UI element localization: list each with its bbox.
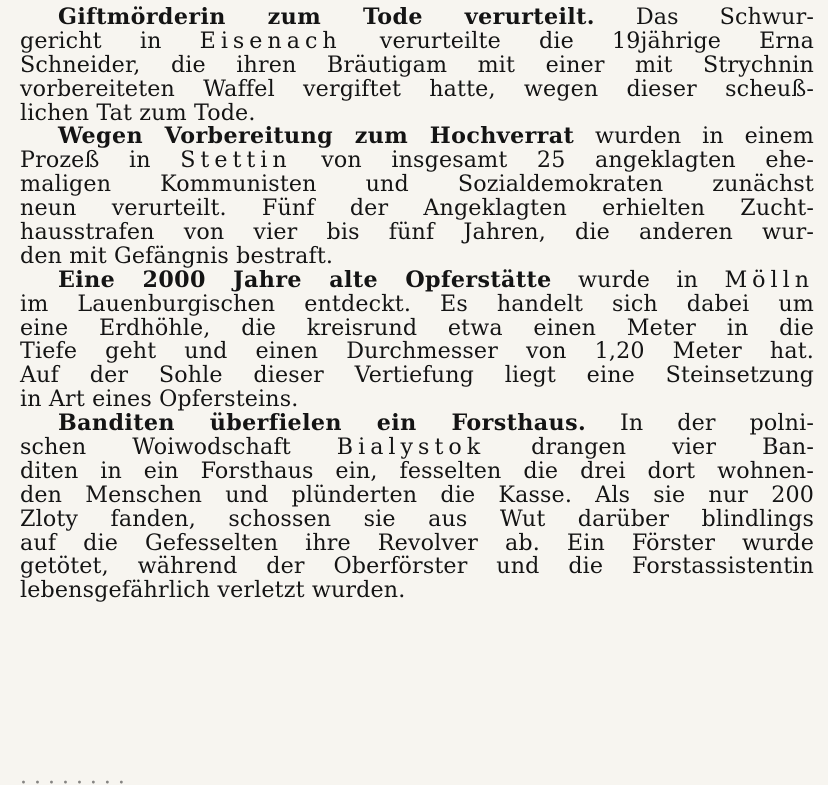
article-line [20, 436, 814, 460]
article-line [20, 555, 814, 579]
article-text: wurde in [551, 266, 725, 293]
article-first-line [20, 6, 814, 30]
article-text: getötet, während der Oberförster und die Forstassistentin [20, 553, 814, 580]
news-article [20, 266, 814, 413]
place-name: Mölln [724, 266, 814, 293]
article-line [20, 290, 814, 317]
article-line [20, 388, 814, 412]
article-line [20, 529, 814, 556]
article-text: Prozeß in [20, 147, 181, 174]
article-text: auf die Gefesselten ihre Revolver ab. Ein Förster wurde [20, 529, 814, 556]
article-line [20, 340, 814, 364]
article-line [20, 314, 814, 341]
news-article [20, 412, 814, 603]
article-first-line [20, 266, 814, 293]
article-text: gericht in [20, 27, 200, 54]
article-text: von insgesamt 25 angeklagten ehe- [291, 147, 814, 174]
place-name: Eisenach [199, 27, 342, 54]
article-text: im Lauenburgischen entdeckt. Es handelt sich dabei um [20, 290, 814, 317]
article-text: lichen Tat zum Tode. [20, 99, 256, 126]
article-text: hausstrafen von vier bis fünf Jahren, die anderen wur- [20, 219, 814, 246]
article-headline: Giftmörderin zum Tode verurteilt. [58, 4, 595, 30]
article-line [20, 457, 814, 484]
article-text: neun verurteilt. Fünf der Angeklagten erhielten Zucht- [20, 195, 814, 222]
article-line [20, 173, 814, 197]
article-first-line [20, 412, 814, 436]
article-column [20, 6, 814, 603]
article-text: Auf der Sohle dieser Vertiefung liegt eine Steinsetzung [20, 362, 814, 389]
article-text: Das Schwur- [594, 4, 814, 30]
article-line [20, 505, 814, 532]
article-headline: Eine 2000 Jahre alte Opferstätte [58, 266, 552, 293]
article-line [20, 149, 814, 173]
article-line [20, 99, 814, 126]
place-name: Stettin [180, 147, 292, 174]
article-text: eine Erdhöhle, die kreisrund etwa einen Meter in die [20, 314, 814, 341]
article-line [20, 75, 814, 102]
article-text: wurden in einem [574, 123, 815, 150]
article-text: in Art eines Opfersteins. [20, 386, 299, 413]
news-article [20, 6, 814, 125]
article-text: drangen vier Ban- [485, 434, 814, 461]
article-text: den mit Gefängnis bestraft. [20, 242, 334, 269]
article-headline: Wegen Vorbereitung zum Hochverrat [58, 123, 575, 150]
article-text: schen Woiwodschaft [20, 434, 337, 461]
article-line [20, 579, 814, 603]
article-text: Schneider, die ihren Bräutigam mit einer mit Strychnin [20, 51, 814, 78]
article-line [20, 51, 814, 78]
article-text: maligen Kommunisten und Sozialdemokraten zunächst [20, 171, 814, 198]
article-text: verurteilte die 19jährige Erna [341, 27, 815, 54]
article-line [20, 27, 815, 54]
article-text: Zloty fanden, schossen sie aus Wut darüber blindlings [20, 505, 814, 532]
article-text: diten in ein Forsthaus ein, fesselten die drei dort wohnen- [20, 457, 814, 484]
article-headline: Banditen überfielen ein Forsthaus. [58, 410, 587, 437]
article-text: Tiefe geht und einen Durchmesser von 1,20 Meter hat. [20, 338, 814, 365]
article-line [20, 197, 814, 221]
article-line [20, 481, 814, 508]
article-first-line [20, 125, 814, 149]
article-line [20, 221, 814, 245]
place-name: Bialystok [336, 434, 486, 461]
article-text: In der polni- [586, 410, 814, 437]
article-text: lebensgefährlich verletzt wurden. [20, 577, 406, 604]
article-text: vorbereiteten Waffel vergiftet hatte, wegen dieser scheuß- [20, 75, 814, 102]
cut-off-text-line: · · · · · · · · [20, 772, 125, 785]
article-line [20, 364, 814, 388]
news-article [20, 125, 814, 268]
article-text: den Menschen und plünderten die Kasse. Als sie nur 200 [20, 481, 814, 508]
article-line [20, 242, 814, 269]
